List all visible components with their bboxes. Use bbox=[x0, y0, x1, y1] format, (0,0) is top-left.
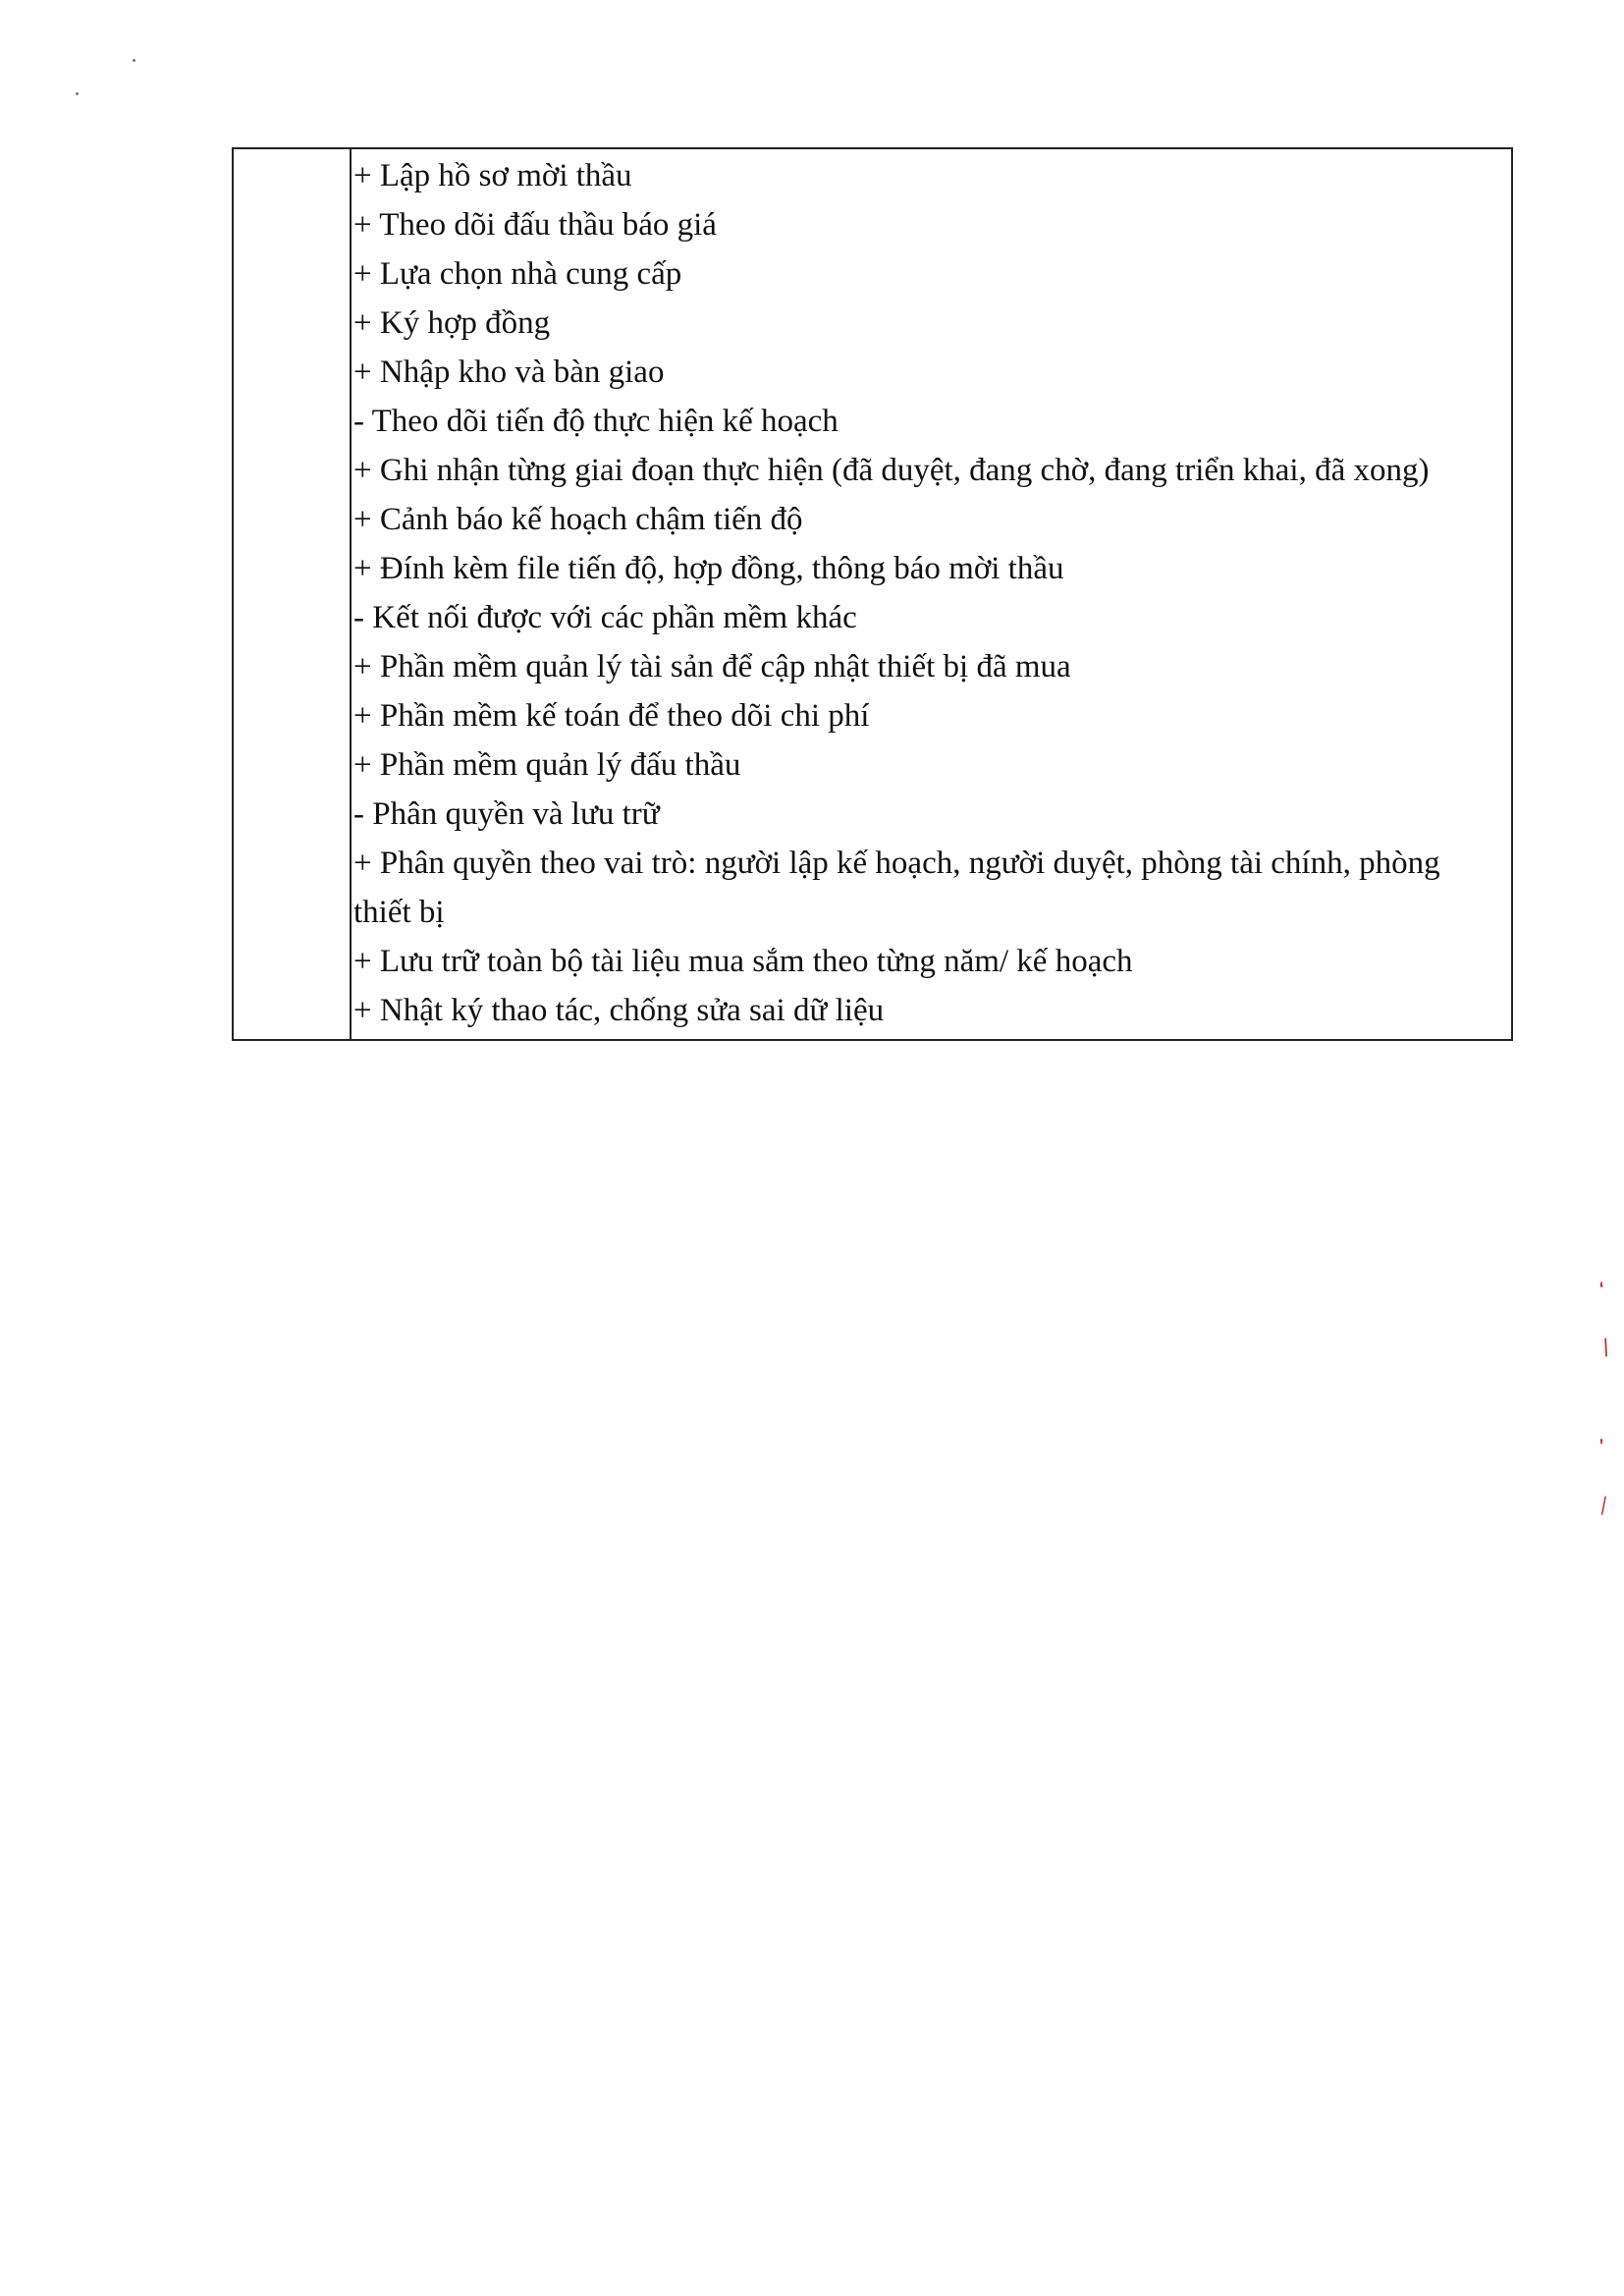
list-item: + Ghi nhận từng giai đoạn thực hiện (đã duyệt, đang chờ, đang triển khai, đã xong) bbox=[353, 453, 1430, 488]
description-cell bbox=[351, 148, 1512, 1040]
list-item: - Theo dõi tiến độ thực hiện kế hoạch bbox=[353, 404, 839, 439]
table-row bbox=[233, 148, 1512, 1040]
list-item: + Phân quyền theo vai trò: người lập kế hoạch, người duyệt, phòng tài chính, phòng thiết bị bbox=[353, 846, 1440, 930]
list-item: + Phần mềm quản lý tài sản để cập nhật thiết bị đã mua bbox=[353, 649, 1071, 684]
list-item: + Phần mềm kế toán để theo dõi chi phí bbox=[353, 698, 870, 734]
list-item: + Lập hồ sơ mời thầu bbox=[353, 158, 632, 193]
list-item: + Nhập kho và bàn giao bbox=[353, 355, 665, 390]
list-item: - Kết nối được với các phần mềm khác bbox=[353, 600, 857, 635]
list-item: + Ký hợp đồng bbox=[353, 305, 551, 341]
list-item: + Phần mềm quản lý đấu thầu bbox=[353, 747, 741, 783]
ink-mark: ⁄ bbox=[1597, 1495, 1610, 1519]
list-item: + Nhật ký thao tác, chống sửa sai dữ liệu bbox=[353, 993, 885, 1028]
ink-mark: / bbox=[1597, 1335, 1614, 1361]
list-item: + Lưu trữ toàn bộ tài liệu mua sắm theo từng năm/ kế hoạch bbox=[353, 944, 1133, 979]
spec-table bbox=[232, 147, 1513, 1041]
list-item: + Lựa chọn nhà cung cấp bbox=[353, 256, 682, 292]
list-item: + Theo dõi đấu thầu báo giá bbox=[353, 207, 717, 243]
list-item: + Cảnh báo kế hoạch chậm tiến độ bbox=[353, 502, 803, 537]
scan-speck bbox=[76, 92, 79, 95]
list-item: + Đính kèm file tiến độ, hợp đồng, thông báo mời thầu bbox=[353, 551, 1064, 586]
list-item: - Phân quyền và lưu trữ bbox=[353, 796, 660, 832]
scan-speck bbox=[133, 59, 135, 62]
ink-mark: ’ bbox=[1596, 1435, 1612, 1461]
ink-mark: ‘ bbox=[1596, 1278, 1612, 1304]
empty-cell bbox=[233, 148, 351, 1040]
